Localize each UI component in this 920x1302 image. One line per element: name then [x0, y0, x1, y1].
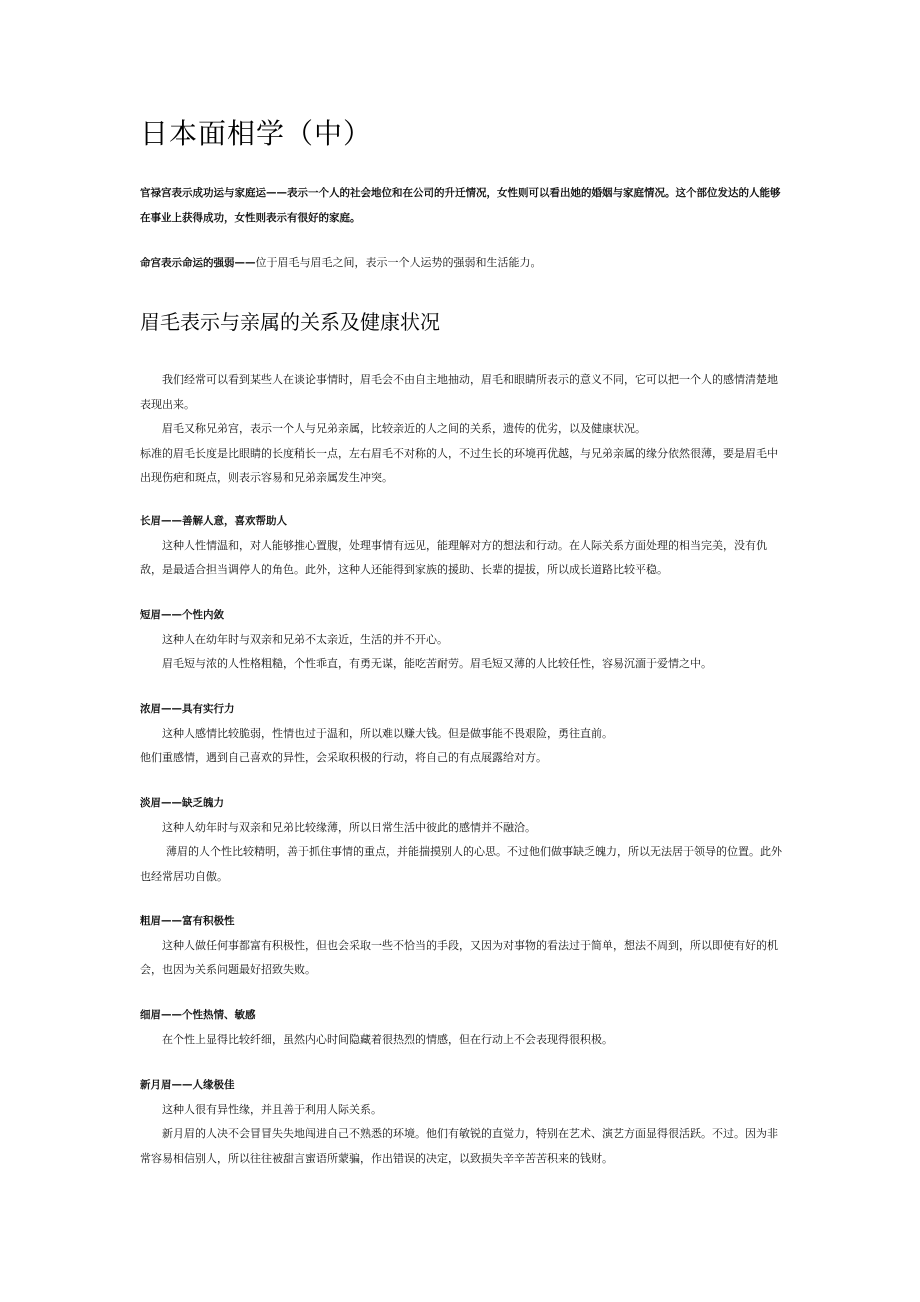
eyebrow-type-paragraph: 这种人很有异性缘，并且善于利用人际关系。	[162, 1102, 382, 1116]
general-paragraph-3: 标准的眉毛长度是比眼睛的长度稍长一点，左右眉毛不对称的人，不过生长的环境再优越，与兄弟亲属的缘分依然很薄，要是眉毛中出现伤疤和斑点，则表示容易和兄弟亲属发生冲突。	[140, 446, 778, 484]
eyebrow-type-thin	[140, 1003, 785, 1052]
eyebrow-type-heading: 细眉——个性热情、敏感	[140, 1009, 256, 1021]
eyebrow-type-crescent	[140, 1073, 785, 1171]
eyebrow-type-heading: 长眉——善解人意，喜欢帮助人	[140, 515, 287, 527]
eyebrow-type-paragraph: 这种人在幼年时与双亲和兄弟不太亲近，生活的并不开心。	[162, 632, 448, 646]
eyebrow-type-paragraph: 他们重感情，遇到自己喜欢的异性，会采取积极的行动，将自己的有点展露给对方。	[140, 751, 547, 764]
section-title: 眉毛表示与亲属的关系及健康状况	[140, 310, 440, 334]
eyebrow-type-heading: 粗眉——富有积极性	[140, 915, 235, 927]
eyebrow-type-thick	[140, 697, 785, 771]
eyebrow-type-paragraph: 这种人性情温和，对人能够推心置腹，处理事情有远见，能理解对方的想法和行动。在人际关系方面处理的相当完美，没有仇敌，是最适合担当调停人的角色。此外，这种人还能得到家族的援助、长辈的提拔，所以成长道路比较平稳。	[140, 538, 767, 576]
eyebrow-type-long	[140, 509, 785, 583]
intro-paragraph-2-body: 位于眉毛与眉毛之间，表示一个人运势的强弱和生活能力。	[255, 256, 542, 269]
intro-block	[140, 181, 785, 230]
eyebrow-type-paragraph: 眉毛短与浓的人性格粗糙，个性乖直，有勇无谋，能吃苦耐劳。眉毛短又薄的人比较任性，容易沉湎于爱情之中。	[162, 657, 712, 670]
intro-block-2	[140, 251, 785, 276]
eyebrow-type-coarse	[140, 909, 785, 983]
eyebrow-type-paragraph: 这种人幼年时与双亲和兄弟比较缘薄，所以日常生活中彼此的感情并不融洽。	[162, 820, 536, 834]
eyebrow-type-heading: 浓眉——具有实行力	[140, 703, 235, 715]
eyebrow-type-paragraph: 这种人感情比较脆弱，性情也过于温和，所以难以赚大钱。但是做事能不畏艰险，勇往直前。	[162, 726, 613, 740]
intro-paragraph-1: 官禄宫表示成功运与家庭运——表示一个人的社会地位和在公司的升迁情况，女性则可以看出她的婚姻与家庭情况。这个部位发达的人能够在事业上获得成功，女性则表示有很好的家庭。	[140, 187, 781, 224]
eyebrow-type-light	[140, 791, 785, 889]
general-block	[140, 368, 785, 491]
eyebrow-type-heading: 短眉——个性内敛	[140, 609, 224, 621]
eyebrow-type-paragraph: 在个性上显得比较纤细，虽然内心时间隐藏着很热烈的情感，但在行动上不会表现得很积极。	[162, 1032, 613, 1046]
eyebrow-type-heading: 新月眉——人缘极佳	[140, 1079, 235, 1091]
eyebrow-type-paragraph: 这种人做任何事都富有积极性，但也会采取一些不恰当的手段，又因为对事物的看法过于简单，想法不周到，所以即使有好的机会，也因为关系问题最好招致失败。	[140, 938, 778, 976]
eyebrow-type-heading: 淡眉——缺乏魄力	[140, 797, 224, 809]
intro-paragraph-2	[140, 251, 785, 276]
general-paragraph-1: 我们经常可以看到某些人在谈论事情时，眉毛会不由自主地抽动，眉毛和眼睛所表示的意义不同，它可以把一个人的感情清楚地表现出来。	[140, 373, 778, 411]
eyebrow-type-paragraph: 薄眉的人个性比较精明，善于抓住事情的重点，并能揣摸别人的心思。不过他们做事缺乏魄力，所以无法居于领导的位置。此外也经常居功自傲。	[140, 845, 782, 883]
general-paragraph-2: 眉毛又称兄弟宫，表示一个人与兄弟亲属，比较亲近的人之间的关系，遗传的优劣，以及健康状况。	[162, 422, 646, 435]
eyebrow-type-short	[140, 603, 785, 677]
intro-paragraph-2-heading: 命宫表示命运的强弱——	[140, 257, 256, 269]
page-title: 日本面相学（中）	[140, 117, 373, 150]
eyebrow-type-paragraph: 新月眉的人决不会冒冒失失地闯进自己不熟悉的环境。他们有敏锐的直觉力，特别在艺术、演艺方面显得很活跃。不过。因为非常容易相信别人，所以往往被甜言蜜语所蒙骗，作出错误的决定，以致损失辛辛苦苦积来的钱财。	[140, 1127, 778, 1165]
